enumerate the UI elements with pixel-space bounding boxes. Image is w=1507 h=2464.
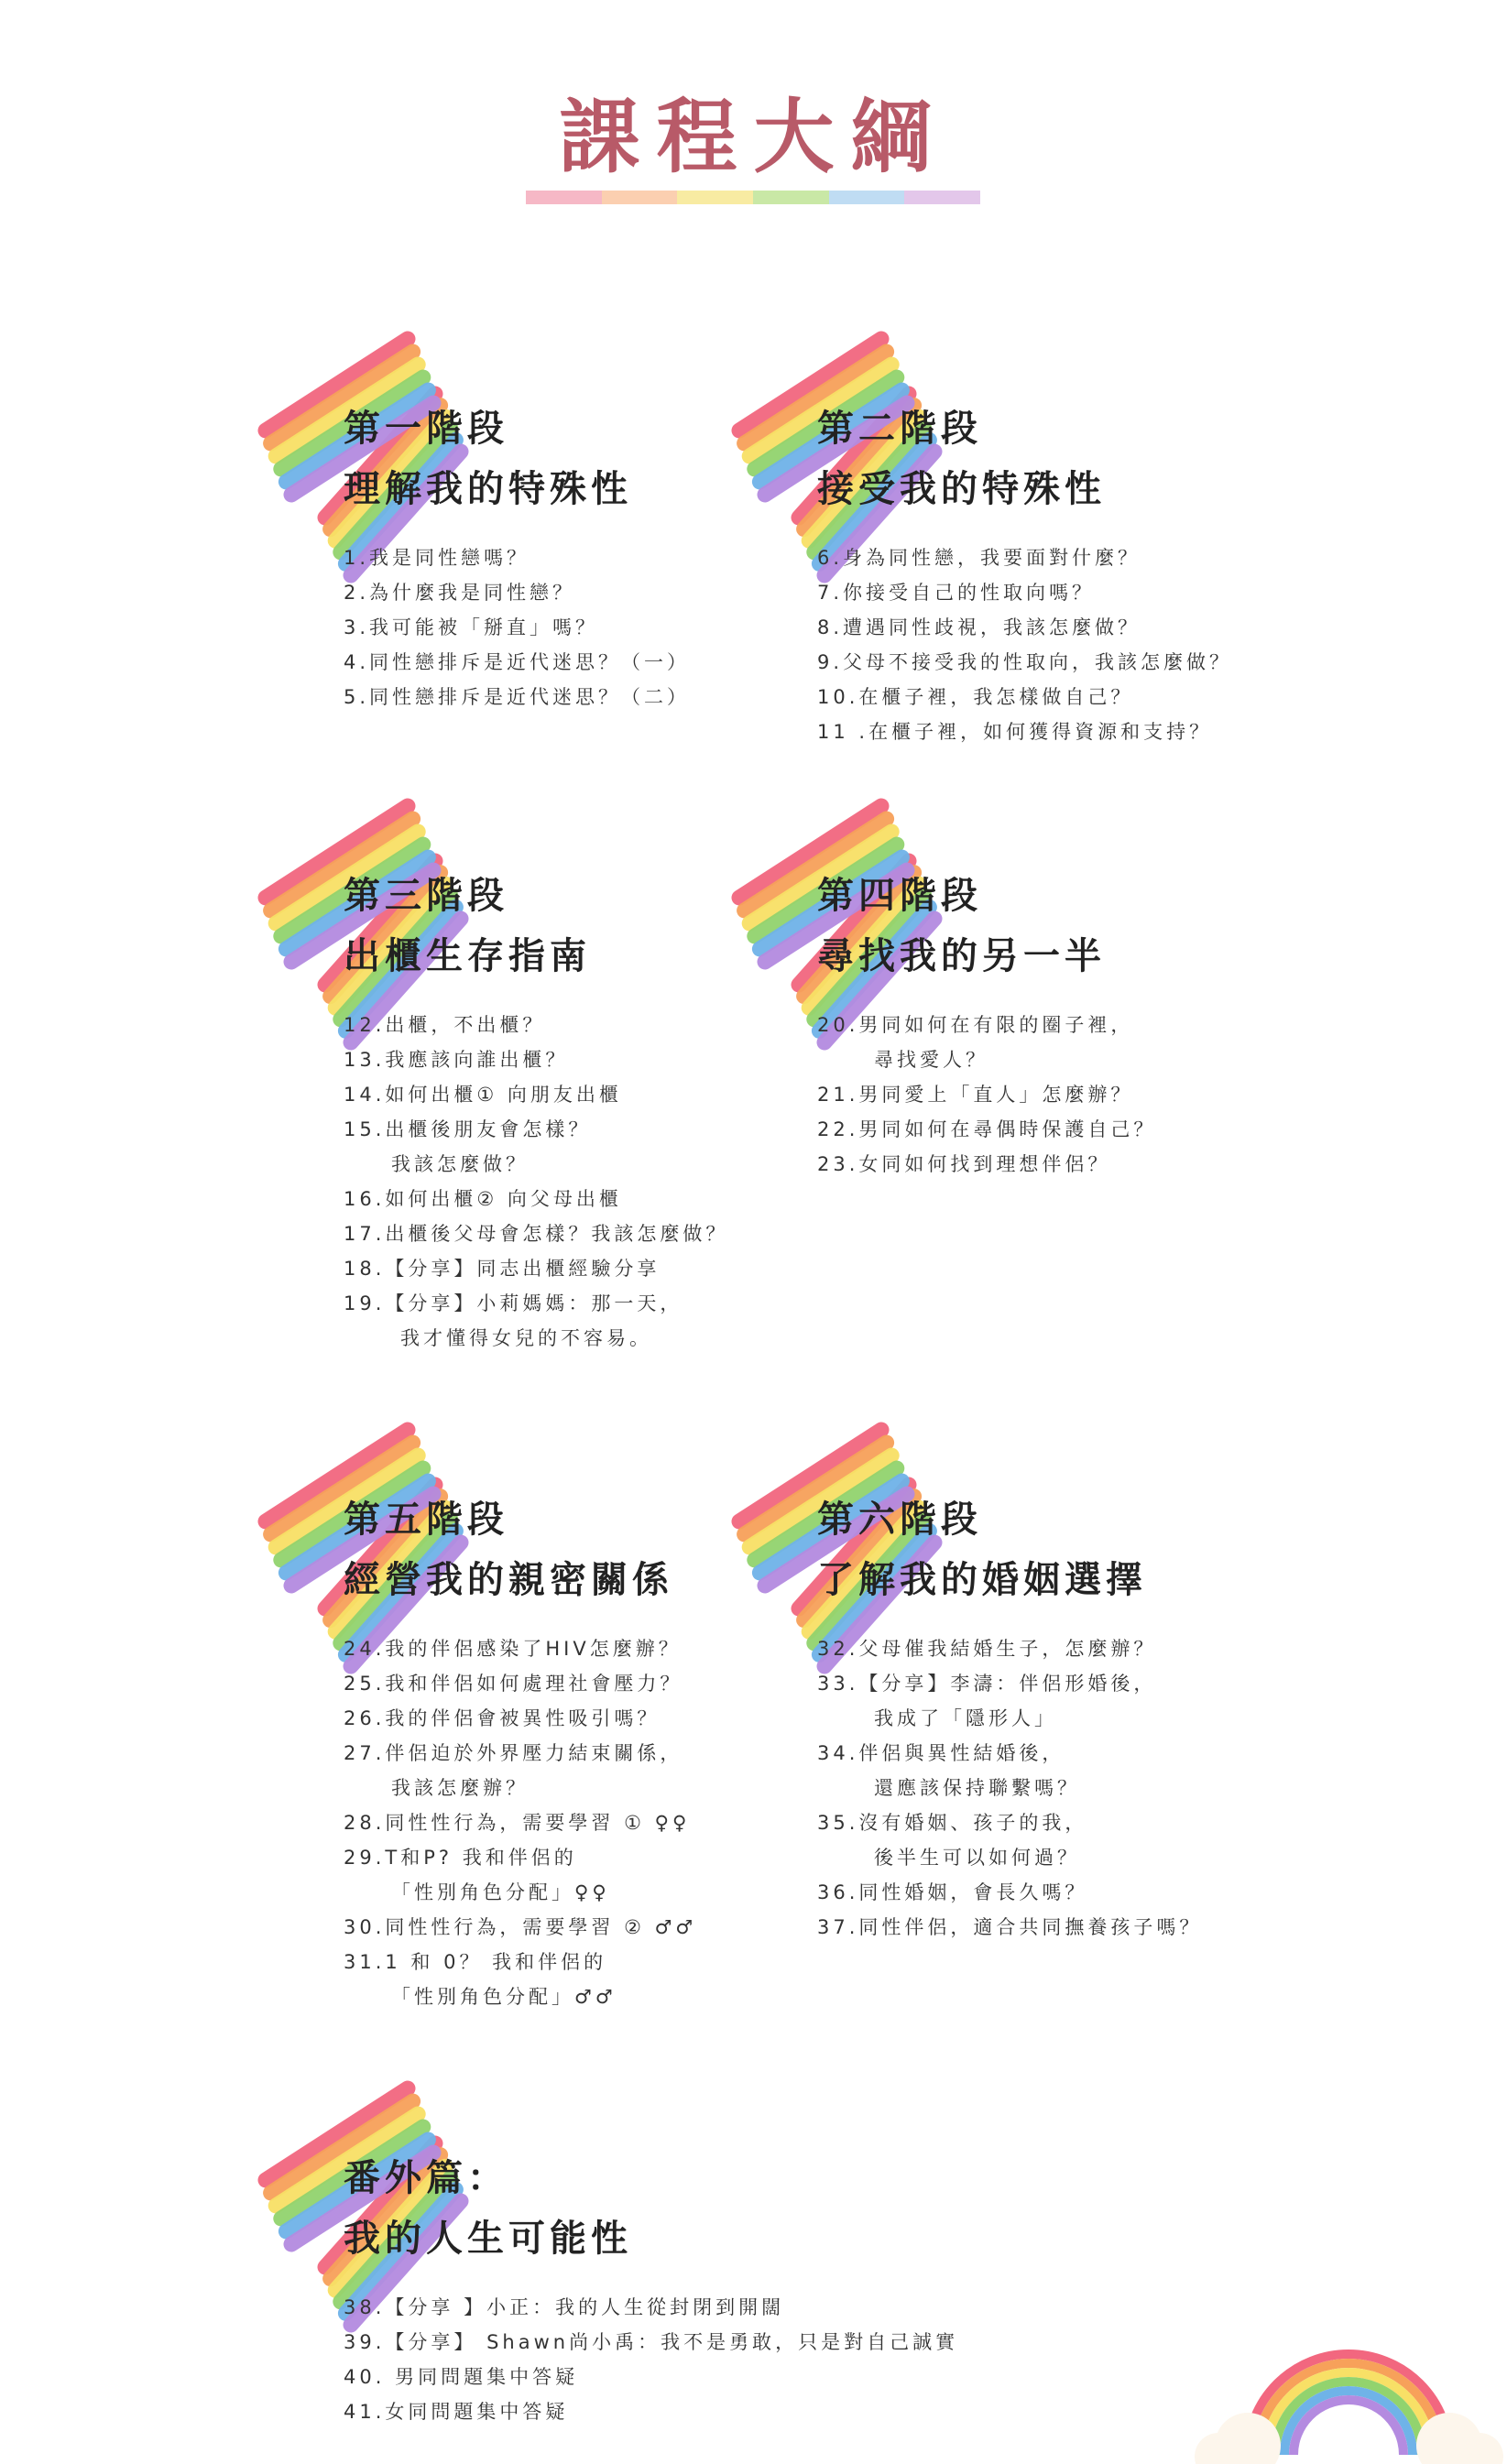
lesson-list [344, 1631, 696, 2014]
lesson-item[interactable]: 8.遭遇同性歧視，我該怎麼做？ [817, 616, 1141, 638]
lesson-item-continuation[interactable]: 我才懂得女兒的不容易。 [400, 1327, 652, 1349]
stage-label: 第五階段 [344, 1499, 508, 1541]
underline-segment [829, 191, 905, 204]
stage-heading [817, 1489, 1147, 1610]
lesson-item-continuation[interactable]: 「性別角色分配」♂♂ [391, 1986, 617, 2008]
lesson-item[interactable]: 21.男同愛上「直人」怎麼辦？ [817, 1084, 1134, 1106]
lesson-item[interactable]: 31.1 和 0？ 我和伴侶的 [344, 1951, 607, 1973]
lesson-item[interactable]: 18.【分享】同志出櫃經驗分享 [344, 1258, 661, 1280]
stage-subtitle: 理解我的特殊性 [344, 468, 632, 510]
stage-subtitle: 了解我的婚姻選擇 [817, 1559, 1147, 1601]
lesson-item[interactable]: 10.在櫃子裡，我怎樣做自己？ [817, 686, 1134, 708]
lesson-item-continuation[interactable]: 尋找愛人？ [874, 1049, 988, 1071]
underline-segment [904, 191, 980, 204]
lesson-item[interactable]: 6.身為同性戀，我要面對什麼？ [817, 547, 1141, 569]
lesson-item-continuation[interactable]: 我成了「隱形人」 [874, 1707, 1057, 1729]
lesson-item-continuation[interactable]: 後半生可以如何過？ [874, 1847, 1080, 1869]
lesson-item[interactable]: 4.同性戀排斥是近代迷思？（一） [344, 651, 691, 673]
stage-heading [817, 866, 1106, 987]
rainbow-underline [526, 191, 980, 204]
stage-heading [817, 398, 1106, 519]
lesson-item[interactable]: 17.出櫃後父母會怎樣？我該怎麼做？ [344, 1223, 729, 1245]
lesson-item-continuation[interactable]: 我該怎麼做？ [391, 1153, 529, 1175]
stage-heading [344, 1489, 673, 1610]
lesson-item[interactable]: 27.伴侶迫於外界壓力結束關係， [344, 1742, 683, 1764]
lesson-item[interactable]: 35.沒有婚姻、孩子的我， [817, 1812, 1088, 1834]
lesson-item[interactable]: 36.同性婚姻，會長久嗎？ [817, 1881, 1088, 1903]
lesson-item[interactable]: 3.我可能被「掰直」嗎？ [344, 616, 599, 638]
stage-heading [344, 866, 591, 987]
stage-6-section [730, 1416, 1426, 1966]
lesson-list [817, 1631, 1202, 1945]
lesson-item[interactable]: 7.你接受自己的性取向嗎？ [817, 582, 1096, 604]
stage-label: 第三階段 [344, 875, 508, 917]
lesson-item-continuation[interactable]: 還應該保持聯繫嗎？ [874, 1777, 1080, 1799]
stage-subtitle: 接受我的特殊性 [817, 468, 1106, 510]
extra-section [257, 2075, 1081, 2464]
lesson-item[interactable]: 9.父母不接受我的性取向，我該怎麼做？ [817, 651, 1233, 673]
underline-segment [753, 191, 829, 204]
lesson-item[interactable]: 1.我是同性戀嗎？ [344, 547, 530, 569]
lesson-item[interactable]: 38.【分享 】小正：我的人生從封閉到開闊 [344, 2296, 785, 2318]
lesson-list [817, 540, 1232, 749]
lesson-item-continuation[interactable]: 我該怎麼辦？ [391, 1777, 529, 1799]
stage-2-section [730, 325, 1426, 756]
lesson-item[interactable]: 20.男同如何在有限的圈子裡， [817, 1014, 1134, 1036]
stage-4-section [730, 792, 1426, 1269]
stage-label: 第六階段 [817, 1499, 982, 1541]
lesson-list [344, 540, 690, 714]
lesson-item[interactable]: 26.我的伴侶會被異性吸引嗎？ [344, 1707, 661, 1729]
underline-segment [526, 191, 602, 204]
lesson-item[interactable]: 30.同性性行為，需要學習 ② ♂♂ [344, 1916, 697, 1938]
stage-heading [344, 398, 632, 519]
underline-segment [677, 191, 753, 204]
lesson-item[interactable]: 41.女同問題集中答疑 [344, 2401, 569, 2423]
lesson-item[interactable]: 12.出櫃，不出櫃？ [344, 1014, 546, 1036]
stage-subtitle: 經營我的親密關係 [344, 1559, 673, 1601]
lesson-item[interactable]: 13.我應該向誰出櫃？ [344, 1049, 569, 1071]
lesson-item[interactable]: 16.如何出櫃② 向父母出櫃 [344, 1188, 622, 1210]
lesson-item[interactable]: 40. 男同問題集中答疑 [344, 2366, 579, 2388]
lesson-list [344, 1008, 728, 1356]
lesson-item-continuation[interactable]: 「性別角色分配」♀♀ [391, 1881, 610, 1903]
stage-subtitle: 出櫃生存指南 [344, 935, 591, 977]
lesson-list [817, 1008, 1156, 1182]
lesson-item[interactable]: 2.為什麼我是同性戀？ [344, 582, 576, 604]
lesson-item[interactable]: 39.【分享】 Shawn尚小禹：我不是勇敢，只是對自己誠實 [344, 2331, 959, 2353]
lesson-item[interactable]: 15.出櫃後朋友會怎樣？ [344, 1118, 592, 1140]
stage-label: 第一階段 [344, 408, 508, 450]
lesson-item[interactable]: 29.T和P? 我和伴侶的 [344, 1847, 577, 1869]
stage-label: 第二階段 [817, 408, 982, 450]
stage-subtitle: 我的人生可能性 [344, 2218, 632, 2260]
lesson-item[interactable]: 25.我和伴侶如何處理社會壓力？ [344, 1673, 683, 1695]
stage-label: 番外篇： [344, 2157, 508, 2199]
lesson-item[interactable]: 24.我的伴侶感染了HIV怎麼辦？ [344, 1638, 682, 1660]
lesson-item[interactable]: 23.女同如何找到理想伴侶？ [817, 1153, 1111, 1175]
rainbow-cloud-icon [1191, 2299, 1507, 2464]
lesson-item[interactable]: 34.伴侶與異性結婚後， [817, 1742, 1065, 1764]
stage-label: 第四階段 [817, 875, 982, 917]
lesson-list [344, 2290, 958, 2429]
lesson-item[interactable]: 14.如何出櫃① 向朋友出櫃 [344, 1084, 622, 1106]
lesson-item[interactable]: 32.父母催我結婚生子，怎麼辦？ [817, 1638, 1157, 1660]
lesson-item[interactable]: 5.同性戀排斥是近代迷思？（二） [344, 686, 691, 708]
stage-subtitle: 尋找我的另一半 [817, 935, 1106, 977]
lesson-item[interactable]: 11 .在櫃子裡，如何獲得資源和支持？ [817, 721, 1213, 743]
lesson-item[interactable]: 37.同性伴侶，適合共同撫養孩子嗎？ [817, 1916, 1203, 1938]
page-title: 課程大綱 [559, 90, 948, 184]
lesson-item[interactable]: 33.【分享】李濤：伴侶形婚後， [817, 1673, 1157, 1695]
stage-heading [344, 2148, 632, 2269]
lesson-item[interactable]: 19.【分享】小莉媽媽：那一天， [344, 1292, 683, 1314]
underline-segment [602, 191, 678, 204]
lesson-item[interactable]: 28.同性性行為，需要學習 ① ♀♀ [344, 1812, 691, 1834]
lesson-item[interactable]: 22.男同如何在尋偶時保護自己？ [817, 1118, 1157, 1140]
